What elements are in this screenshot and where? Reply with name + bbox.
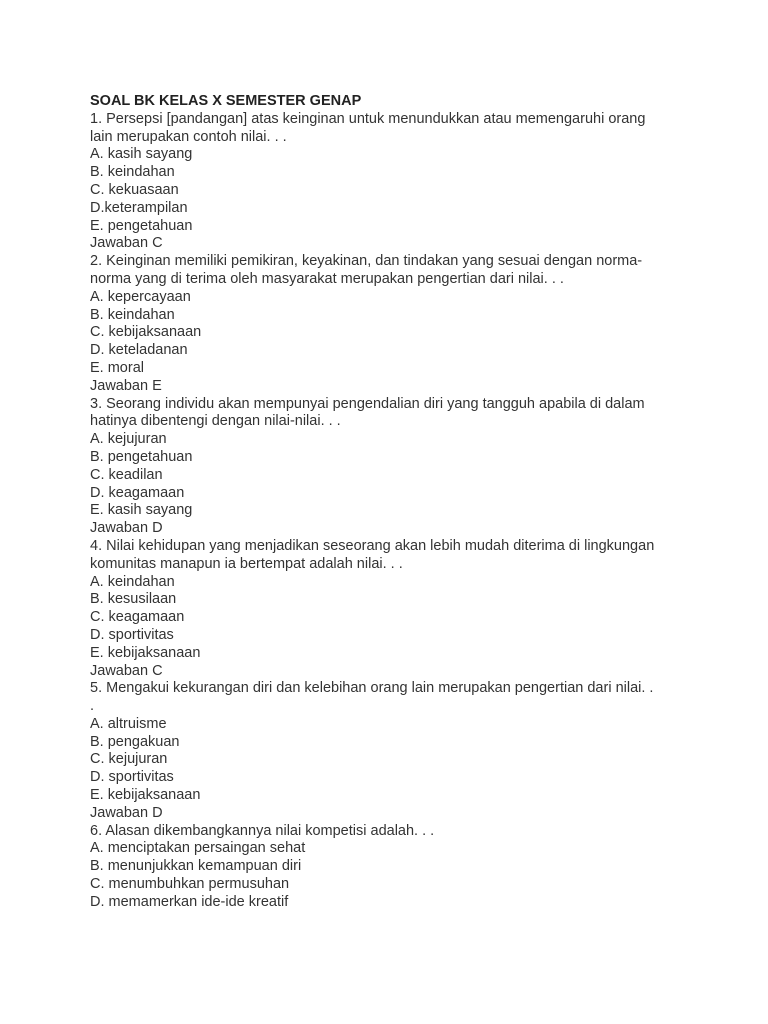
- answer-option: C. keadilan: [90, 466, 163, 483]
- answer-option: E. moral: [90, 359, 144, 376]
- answer-option: A. kejujuran: [90, 431, 167, 448]
- question-text: .: [90, 698, 95, 715]
- question-block: [90, 396, 680, 538]
- answer-option: B. menunjukkan kemampuan diri: [90, 858, 302, 875]
- answer-option: D. keagamaan: [90, 484, 185, 501]
- answer-option: C. kekuasaan: [90, 181, 179, 198]
- answer-option: B. pengetahuan: [90, 448, 193, 465]
- question-block: [90, 680, 680, 822]
- document-title: SOAL BK KELAS X SEMESTER GENAP: [90, 93, 362, 109]
- answer-option: D. memamerkan ide-ide kreatif: [90, 893, 289, 910]
- question-text: norma yang di terima oleh masyarakat merupakan pengertian dari nilai. . .: [90, 270, 564, 287]
- answer-option: E. pengetahuan: [90, 217, 193, 234]
- answer-option: B. kesusilaan: [90, 591, 177, 608]
- question-text: lain merupakan contoh nilai. . .: [90, 128, 287, 145]
- answer-option: C. kejujuran: [90, 751, 168, 768]
- question-text: 5. Mengakui kekurangan diri dan kelebihan orang lain merupakan pengertian dari nilai. .: [90, 680, 654, 697]
- document-body: [90, 93, 680, 912]
- question-block: [90, 253, 680, 395]
- question-text: 4. Nilai kehidupan yang menjadikan seseorang akan lebih mudah diterima di lingkungan: [90, 537, 655, 554]
- question-text: 3. Seorang individu akan mempunyai pengendalian diri yang tangguh apabila di dalam: [90, 395, 645, 412]
- question-text: hatinya dibentengi dengan nilai-nilai. . .: [90, 413, 341, 430]
- question-block: [90, 823, 680, 912]
- answer-key: Jawaban D: [90, 804, 163, 821]
- answer-option: C. keagamaan: [90, 609, 185, 626]
- answer-key: Jawaban C: [90, 662, 163, 679]
- answer-option: A. kasih sayang: [90, 146, 193, 163]
- answer-option: E. kasih sayang: [90, 502, 193, 519]
- answer-option: D. keteladanan: [90, 342, 188, 359]
- question-text: 2. Keinginan memiliki pemikiran, keyakinan, dan tindakan yang sesuai dengan norma-: [90, 253, 643, 270]
- answer-option: D.keterampilan: [90, 199, 188, 216]
- question-list: [90, 111, 680, 912]
- answer-option: B. pengakuan: [90, 733, 180, 750]
- answer-option: B. keindahan: [90, 306, 175, 323]
- answer-key: Jawaban E: [90, 377, 162, 394]
- question-block: [90, 538, 680, 680]
- question-text: komunitas manapun ia bertempat adalah nilai. . .: [90, 555, 403, 572]
- question-text: 6. Alasan dikembangkannya nilai kompetisi adalah. . .: [90, 822, 435, 839]
- answer-option: C. kebijaksanaan: [90, 324, 202, 341]
- answer-option: D. sportivitas: [90, 769, 174, 786]
- question-text: 1. Persepsi [pandangan] atas keinginan untuk menundukkan atau memengaruhi orang: [90, 110, 646, 127]
- question-block: [90, 111, 680, 253]
- answer-option: C. menumbuhkan permusuhan: [90, 876, 290, 893]
- answer-option: A. altruisme: [90, 715, 167, 732]
- answer-option: A. keindahan: [90, 573, 175, 590]
- answer-option: E. kebijaksanaan: [90, 644, 201, 661]
- answer-key: Jawaban D: [90, 520, 163, 537]
- answer-option: D. sportivitas: [90, 626, 174, 643]
- answer-key: Jawaban C: [90, 235, 163, 252]
- answer-option: A. kepercayaan: [90, 288, 191, 305]
- answer-option: B. keindahan: [90, 164, 175, 181]
- answer-option: A. menciptakan persaingan sehat: [90, 840, 306, 857]
- answer-option: E. kebijaksanaan: [90, 787, 201, 804]
